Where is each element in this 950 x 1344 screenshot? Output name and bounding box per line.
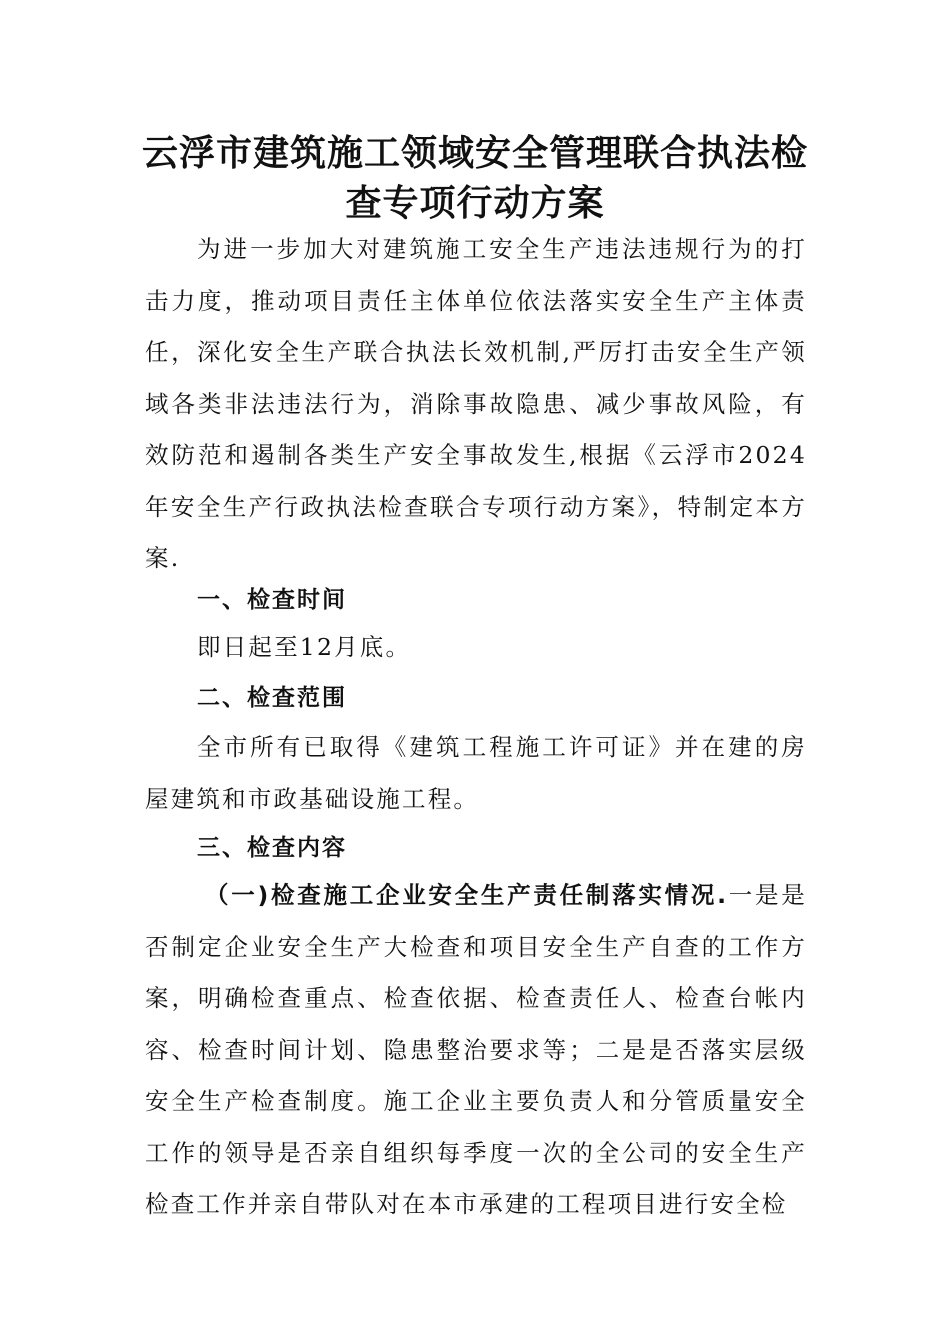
section2-body: 全市所有已取得《建筑工程施工许可证》并在建的房屋建筑和市政基础设施工程。 — [145, 733, 807, 813]
section1-heading: 一、检查时间 — [197, 587, 347, 613]
intro-paragraph: 为进一步加大对建筑施工安全生产违法违规行为的打击力度，推动项目责任主体单位依法落实安全生产主体责任，深化安全生产联合执法长效机制,严厉打击安全生产领域各类非法违法行为，消除事故隐患、减少事故风险，有效防范和遏制各类生产安全事故发生,根据《云浮市2024年安全生产行政执法检查联合专项行动方案》，特制定本方案. — [145, 235, 807, 572]
document-title-line1: 云浮市建筑施工领域安全管理联合执法检 — [141, 132, 808, 174]
section1-body: 即日起至12月底。 — [197, 633, 412, 661]
section3-item1-body: 一是是否制定企业安全生产大检查和项目安全生产自查的工作方案，明确检查重点、检查依据、检查责任人、检查台帐内容、检查时间计划、隐患整治要求等；二是是否落实层级安全生产检查制度。施工企业主要负责人和分管质量安全工作的领导是否亲自组织每季度一次的全公司的安全生产检查工作并亲自带队对在本市承建的工程项目进行安全检 — [145, 881, 807, 1218]
section3-item1 — [145, 870, 807, 1231]
section3-heading: 三、检查内容 — [197, 835, 347, 861]
section3-item1-lead: （一)检查施工企业安全生产责任制落实情况. — [205, 881, 729, 909]
document-title-line2: 查专项行动方案 — [345, 182, 605, 224]
section2-heading: 二、检查范围 — [197, 685, 347, 711]
